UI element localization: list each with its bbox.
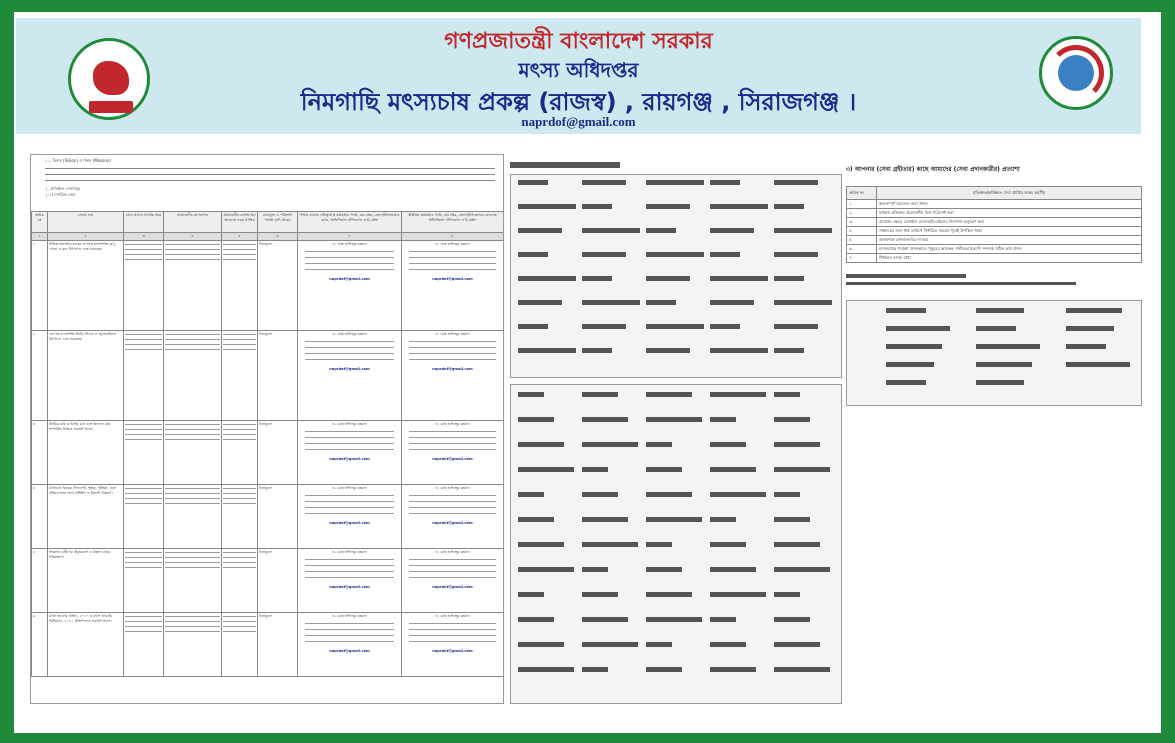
expectation-serial: ৫.: [847, 236, 877, 245]
officer-name: ড. মোঃ হাফিজুর রহমান: [435, 332, 470, 336]
redacted-line: [582, 348, 612, 353]
column-number: ১: [32, 233, 48, 241]
redacted-line: [774, 642, 820, 647]
redacted-line: [710, 276, 768, 281]
redacted-heading: [510, 162, 620, 168]
row-fee: বিনামূল্যে: [258, 613, 298, 677]
redacted-line: [582, 252, 626, 257]
redacted-line: [710, 617, 736, 622]
redacted-line: [646, 300, 676, 305]
redacted-line: [710, 204, 768, 209]
row-service-name: গুণগত মানসম্পন্ন চিংড়ি পিএল ও জুভেনাইলস উৎপাদন এবং সরবরাহ।: [48, 331, 124, 421]
redacted-line: [976, 326, 1016, 331]
column-number: ৪: [164, 233, 222, 241]
redacted-line: [976, 308, 1024, 313]
table-row: [32, 331, 504, 421]
redacted-line: [774, 567, 830, 572]
redacted-line: [646, 442, 672, 447]
row-form-source: [222, 421, 258, 485]
redacted-line: [518, 642, 564, 647]
redacted-line: [646, 228, 676, 233]
fisheries-department-logo-icon: [1039, 36, 1113, 110]
officer-email[interactable]: naprdof@gmail.com: [329, 521, 370, 525]
redacted-line: [582, 204, 612, 209]
expectation-text: শিষ্টাচার বজায় রাখা: [877, 254, 1142, 263]
table-row: [32, 613, 504, 677]
redacted-line: [710, 324, 740, 329]
redacted-line: [518, 592, 544, 597]
redacted-line: [774, 180, 818, 185]
officer-email[interactable]: naprdof@gmail.com: [432, 367, 473, 371]
redacted-line: [646, 417, 702, 422]
redacted-line: [774, 517, 810, 522]
row-superior-officer: [402, 613, 504, 677]
row-form-source: [222, 241, 258, 331]
services-table: [31, 211, 504, 677]
row-serial: ৫: [32, 549, 48, 613]
redacted-line: [710, 442, 746, 447]
officer-email[interactable]: naprdof@gmail.com: [329, 585, 370, 589]
expectation-row: [847, 245, 1142, 254]
redacted-line: [518, 567, 574, 572]
vision-text-block: [45, 166, 495, 184]
redacted-line: [518, 667, 574, 672]
expectation-serial: ১.: [847, 200, 877, 209]
redacted-line: [774, 348, 804, 353]
expectation-row: [847, 254, 1142, 263]
redacted-line: [582, 567, 608, 572]
redacted-line: [710, 542, 746, 547]
redacted-line: [582, 492, 618, 497]
expectation-serial: ২.: [847, 209, 877, 218]
redacted-line: [518, 276, 576, 281]
redacted-line: [1066, 308, 1122, 313]
column-number: ২: [48, 233, 124, 241]
redacted-line: [710, 300, 754, 305]
row-form-source: [222, 331, 258, 421]
row-duration: [124, 331, 164, 421]
redacted-line: [976, 362, 1032, 367]
redacted-line: [582, 442, 638, 447]
section2-heading: ২. প্রতিশ্রুত সেবাসমূহ: [45, 186, 81, 191]
row-officer: [298, 485, 402, 549]
redacted-line: [518, 492, 544, 497]
redacted-line: [646, 348, 690, 353]
row-documents: [164, 331, 222, 421]
row-duration: [124, 485, 164, 549]
redacted-line: [846, 274, 966, 278]
officer-name: ড. মোঃ হাফিজুর রহমান: [332, 550, 367, 554]
row-superior-officer: [402, 485, 504, 549]
redacted-line: [518, 228, 562, 233]
services-header-8: ঊর্ধ্বতন কর্মকর্তার পদবি, রুম নম্বর, জেলা/উপজেলার কোডসহ অফিসিয়াল টেলিফোন ও ই-মেইল: [402, 212, 504, 233]
redacted-line: [710, 252, 740, 257]
redacted-line: [518, 467, 574, 472]
column-number: ৬: [258, 233, 298, 241]
redacted-line: [518, 252, 548, 257]
redacted-line: [582, 276, 612, 281]
redacted-line: [646, 180, 704, 185]
column-number: ৫: [222, 233, 258, 241]
redacted-line: [582, 300, 640, 305]
row-fee: বিনামূল্যে: [258, 421, 298, 485]
redacted-line: [1066, 362, 1130, 367]
row-service-name: বিভিন্ন প্রজাতির মাছের গুণগত মানসম্পন্ন রেণু, পোনা ও ব্রুড উৎপাদন এবং সরবরাহ।: [48, 241, 124, 331]
expectation-row: [847, 218, 1142, 227]
column-number: ৩: [124, 233, 164, 241]
expectation-serial: ৬.: [847, 245, 877, 254]
redacted-line: [774, 324, 818, 329]
redacted-table: [846, 300, 1142, 406]
redacted-line: [582, 417, 628, 422]
officer-name: ড. মোঃ হাফিজুর রহমান: [332, 242, 367, 246]
redacted-line: [774, 252, 818, 257]
row-superior-officer: [402, 549, 504, 613]
row-duration: [124, 549, 164, 613]
row-fee: বিনামূল্যে: [258, 331, 298, 421]
redacted-line: [646, 492, 692, 497]
expectation-text: সাক্ষাতের জন্য ধার্য তারিখে নির্ধারিত সময়ের পূর্বেই উপস্থিত থাকা: [877, 227, 1142, 236]
redacted-line: [710, 567, 756, 572]
row-officer: [298, 549, 402, 613]
redacted-line: [774, 592, 800, 597]
row-serial: ১: [32, 241, 48, 331]
redacted-line: [774, 300, 832, 305]
redacted-line: [774, 392, 800, 397]
column-number: ৭: [298, 233, 402, 241]
redacted-line: [710, 392, 766, 397]
row-form-source: [222, 613, 258, 677]
row-serial: ২: [32, 331, 48, 421]
header-email[interactable]: naprdof@gmail.com: [521, 114, 636, 129]
row-documents: [164, 549, 222, 613]
redacted-line: [646, 567, 682, 572]
redacted-line: [886, 362, 934, 367]
table-row: [32, 421, 504, 485]
redacted-line: [1066, 326, 1114, 331]
redacted-line: [710, 228, 754, 233]
row-duration: [124, 613, 164, 677]
redacted-line: [646, 392, 692, 397]
government-title: গণপ্রজাতন্ত্রী বাংলাদেশ সরকার: [444, 29, 713, 54]
row-superior-officer: [402, 241, 504, 331]
redacted-line: [646, 252, 704, 257]
row-officer: [298, 613, 402, 677]
redacted-line: [518, 517, 554, 522]
redacted-line: [846, 282, 1076, 285]
redacted-line: [710, 667, 756, 672]
redacted-line: [1066, 344, 1106, 349]
officer-name: ড. মোঃ হাফিজুর রহমান: [435, 614, 470, 618]
row-superior-officer: [402, 331, 504, 421]
redacted-line: [710, 517, 736, 522]
services-header-2: সেবার নাম: [48, 212, 124, 233]
officer-name: ড. মোঃ হাফিজুর রহমান: [435, 422, 470, 426]
expectation-text: যথাযথ প্রক্রিয়ায় প্রয়োজনীয় ফিস পরিশোধ করা: [877, 209, 1142, 218]
row-form-source: [222, 485, 258, 549]
services-header-5: প্রয়োজনীয় কাগজপত্র/ আবেদন ফরম প্রাপ্তির: [222, 212, 258, 233]
redacted-line: [582, 517, 628, 522]
officer-email[interactable]: naprdof@gmail.com: [329, 649, 370, 653]
redacted-line: [886, 308, 926, 313]
redacted-line: [646, 204, 690, 209]
redacted-line: [518, 417, 554, 422]
redacted-line: [710, 467, 756, 472]
officer-email[interactable]: naprdof@gmail.com: [329, 277, 370, 281]
row-documents: [164, 485, 222, 549]
department-title: মৎস্য অধিদপ্তর: [518, 58, 639, 82]
redacted-line: [582, 228, 640, 233]
redacted-line: [518, 204, 576, 209]
redacted-line: [518, 617, 554, 622]
expectation-text: স্বয়ংসম্পূর্ণ আবেদন জমা প্রদান: [877, 200, 1142, 209]
col-action-header: প্রতিশ্রুত/কাঙ্ক্ষিত সেবা প্রাপ্তির লক্ষ্যে করণীয়: [877, 187, 1142, 200]
redacted-line: [646, 324, 704, 329]
redacted-document-middle: [510, 160, 840, 704]
redacted-line: [774, 228, 832, 233]
redacted-line: [582, 542, 638, 547]
redacted-line: [518, 300, 562, 305]
expectation-text: প্রযোজ্য ক্ষেত্রে মোবাইল মেসেজ/ই-মেইলের নির্দেশনা অনুসরণ করা: [877, 218, 1142, 227]
row-duration: [124, 421, 164, 485]
officer-name: ড. মোঃ হাফিজুর রহমান: [332, 614, 367, 618]
expectation-serial: ৪.: [847, 227, 877, 236]
row-officer: [298, 331, 402, 421]
officer-email[interactable]: naprdof@gmail.com: [329, 457, 370, 461]
redacted-line: [976, 344, 1040, 349]
services-header-3: সেবা প্রদানে সর্বোচ্চ সময়: [124, 212, 164, 233]
redacted-line: [646, 617, 702, 622]
expectations-document: [846, 162, 1142, 412]
redacted-line: [774, 204, 804, 209]
table-row: [32, 241, 504, 331]
redacted-line: [646, 667, 682, 672]
row-superior-officer: [402, 421, 504, 485]
redacted-line: [646, 642, 672, 647]
project-title: নিমগাছি মৎস্যচাষ প্রকল্প (রাজস্ব) , রায়গঞ্জ , সিরাজগঞ্জ ।: [300, 88, 857, 116]
expectation-text: অনাবশ্যক ফোন/তদবির না করা: [877, 236, 1142, 245]
redacted-line: [774, 667, 830, 672]
redacted-line: [518, 392, 544, 397]
redacted-line: [582, 180, 626, 185]
redacted-line: [646, 276, 690, 281]
redacted-line: [774, 417, 810, 422]
redacted-line: [518, 542, 564, 547]
row-officer: [298, 241, 402, 331]
row-fee: বিনামূল্যে: [258, 241, 298, 331]
redacted-line: [774, 492, 800, 497]
expectation-row: [847, 236, 1142, 245]
officer-email[interactable]: naprdof@gmail.com: [329, 367, 370, 371]
redacted-line: [646, 517, 702, 522]
services-header-1: ক্রমিক নং: [32, 212, 48, 233]
expectation-row: [847, 200, 1142, 209]
redacted-line: [582, 592, 618, 597]
redacted-line: [646, 542, 672, 547]
officer-name: ড. মোঃ হাফিজুর রহমান: [332, 332, 367, 336]
officer-name: ড. মোঃ হাফিজুর রহমান: [435, 550, 470, 554]
row-form-source: [222, 549, 258, 613]
officer-email[interactable]: naprdof@gmail.com: [432, 585, 473, 589]
row-fee: বিনামূল্যে: [258, 485, 298, 549]
redacted-line: [710, 642, 746, 647]
redacted-line: [582, 324, 626, 329]
redacted-line: [886, 380, 926, 385]
redacted-line: [774, 542, 820, 547]
table-row: [32, 485, 504, 549]
services-header-6: সেবামূল্য ও পরিশোধ পদ্ধতি (যদি থাকে): [258, 212, 298, 233]
redacted-line: [886, 326, 950, 331]
redacted-line: [774, 467, 830, 472]
expectation-row: [847, 209, 1142, 218]
redacted-line: [518, 348, 576, 353]
services-header-4: প্রয়োজনীয় কাগজপত্র: [164, 212, 222, 233]
officer-name: ড. মোঃ হাফিজুর রহমান: [435, 486, 470, 490]
redacted-line: [710, 180, 740, 185]
officer-email[interactable]: naprdof@gmail.com: [432, 649, 473, 653]
redacted-line: [582, 667, 608, 672]
redacted-line: [774, 442, 820, 447]
redacted-line: [582, 467, 608, 472]
redacted-line: [582, 392, 618, 397]
table-row: [32, 549, 504, 613]
officer-email[interactable]: naprdof@gmail.com: [432, 457, 473, 461]
row-service-name: সংকলন চাষীদের উদ্বুদ্ধকরণ ও উন্নত চাষের পরিকল্পনা।: [48, 549, 124, 613]
redacted-line: [582, 642, 638, 647]
row-documents: [164, 613, 222, 677]
row-duration: [124, 241, 164, 331]
officer-name: ড. মোঃ হাফিজুর রহমান: [332, 422, 367, 426]
expectation-serial: ৭.: [847, 254, 877, 263]
expectation-serial: ৩.: [847, 218, 877, 227]
officer-email[interactable]: naprdof@gmail.com: [432, 277, 473, 281]
row-documents: [164, 421, 222, 485]
redacted-line: [582, 617, 628, 622]
redacted-line: [774, 276, 804, 281]
row-service-name: মৎস্যচাষ বিষয়ক লিফলেট, পুস্তক, পুস্তিকা, এবং প্রতিবেদনের জন্য প্রশিক্ষণ ও ইত্যাদি বিতরণ।: [48, 485, 124, 549]
vision-heading: ১.১ ভিশন (Vision) ও মিশন (Mission): [45, 158, 111, 163]
expectations-table: [846, 186, 1142, 263]
redacted-line: [710, 417, 736, 422]
redacted-line: [710, 348, 768, 353]
col-serial-header: ক্রমিক নং: [847, 187, 877, 200]
column-number: ৮: [402, 233, 504, 241]
row-service-name: চিংড়ির মাছ ও চিংড়ি চাষ এবং অন্যান্য মাছ সম্পর্কিত বিষয়ক পরামর্শ প্রদান।: [48, 421, 124, 485]
row-fee: বিনামূল্যে: [258, 549, 298, 613]
redacted-line: [646, 592, 692, 597]
row-documents: [164, 241, 222, 331]
officer-name: ড. মোঃ হাফিজুর রহমান: [332, 486, 367, 490]
services-header-7: শাখার নামসহ দায়িত্বপ্রাপ্ত কর্মকর্তার পদবি, রুম নম্বর, জেলা/উপজেলার কোড, অফিসিয়াল টেলিফোন ও ই-মেইল: [298, 212, 402, 233]
expectation-text: মৎস্যচাষের পরামর্শ প্রদানকালে পুকুরের আয়তন, গভীরতা ইত্যাদি সম্পর্কে সঠিক তথ্য প্রদান: [877, 245, 1142, 254]
citizen-charter-document: [30, 154, 504, 704]
redacted-line: [710, 592, 766, 597]
row-serial: ৩: [32, 421, 48, 485]
officer-name: ড. মোঃ হাফিজুর রহমান: [435, 242, 470, 246]
redacted-line: [518, 324, 548, 329]
redacted-line: [646, 467, 682, 472]
row-service-name: মৎস্য হ্যাচারি আইন, ২০১০ ও মৎস্য হ্যাচারি বিধিমালা, ২০১১ প্রতিপালনে পরামর্শ প্রদান।: [48, 613, 124, 677]
redacted-line: [976, 380, 1024, 385]
row-serial: ৬: [32, 613, 48, 677]
row-serial: ৪: [32, 485, 48, 549]
expectation-row: [847, 227, 1142, 236]
row-officer: [298, 421, 402, 485]
redacted-line: [774, 617, 810, 622]
redacted-line: [710, 492, 766, 497]
officer-email[interactable]: naprdof@gmail.com: [432, 521, 473, 525]
redacted-line: [518, 180, 548, 185]
redacted-line: [518, 442, 564, 447]
expectations-title: ৩) আপনার (সেবা গ্রহীতার) কাছে আমাদের (সেবা প্রদানকারীর) প্রত্যাশা: [846, 166, 1020, 173]
redacted-line: [886, 344, 942, 349]
section21-heading: ২.১) নাগরিক সেবা: [45, 192, 76, 197]
header-banner: [16, 18, 1141, 134]
